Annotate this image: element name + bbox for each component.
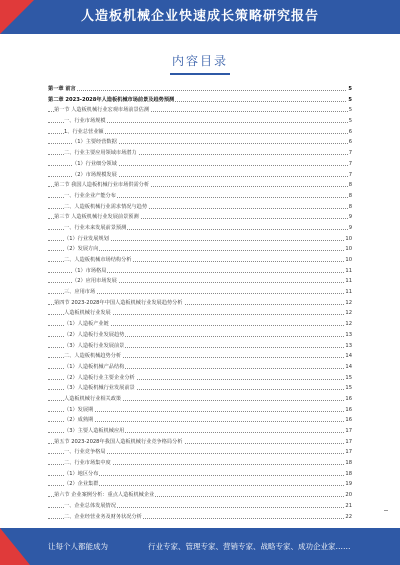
toc-entry[interactable] [48,105,352,116]
toc-entry-page: 12 [344,298,352,309]
toc-entry-page: 17 [344,447,352,458]
toc-entry-title: 一、行业未来发展前景预测 [64,224,127,231]
toc-entry-title: （2）应用市场发展 [72,278,117,285]
toc-entry[interactable] [48,116,352,127]
toc-entry-title: 第一章 前言 [48,86,76,92]
toc-entry-page: 10 [344,234,352,245]
toc-entry-page: 10 [344,255,352,266]
report-title: 人造板机械企业快速成长策略研究报告 [80,9,319,24]
toc-entry[interactable] [48,341,352,352]
toc-entry-title: （1）发展期 [64,406,94,413]
toc-entry[interactable] [48,84,352,95]
toc-entry-page: 13 [344,330,352,341]
toc-entry-title: （1）主要经营数据 [72,139,117,146]
toc-entry-title: 三、应用市场 [64,289,96,296]
toc-entry[interactable] [48,137,352,148]
toc-entry[interactable] [48,319,352,330]
toc-entry[interactable] [48,426,352,437]
toc-entry[interactable] [48,362,352,373]
toc-entry-title: （1）地区分布 [64,470,99,477]
toc-entry-title: 第四节 2023-2028年中国人造板机械行业发展趋势分析 [54,299,183,306]
toc-entry-page: 17 [344,437,352,448]
toc-entry-page: 5 [348,116,352,127]
toc-entry-page: 11 [344,266,352,277]
toc-entry-page: 9 [348,223,352,234]
toc-entry-title: （2）企业集群 [64,481,99,488]
toc-entry[interactable] [48,501,352,512]
toc-entry[interactable] [48,394,352,405]
toc-entry-page: 15 [344,383,352,394]
toc-entry[interactable] [48,148,352,159]
toc-entry[interactable] [48,512,352,523]
toc-entry-title: 第六节 企业案例分析：重点人造板机械企业 [54,492,155,499]
toc-entry-title: （3）人造板机械行业发展前景 [64,385,135,392]
footer-accent-triangle [0,528,30,565]
toc-entry-title: 二、人造板机械趋势分析 [64,353,122,360]
toc-entry-title: 一、行业企业产能分布 [64,192,116,199]
toc-entry-page: 7 [348,148,352,159]
toc-entry-page: 20 [344,490,352,501]
toc-entry-title: （3）人造板行业发展前景 [64,342,125,349]
toc-entry[interactable] [48,308,352,319]
toc-entry-page: 11 [344,276,352,287]
toc-entry-title: （2）成熟期 [64,417,94,424]
toc-entry-page: 14 [344,351,352,362]
toc-entry-page: 8 [348,202,352,213]
toc-entry[interactable] [48,373,352,384]
toc-entry[interactable] [48,287,352,298]
toc-entry[interactable] [48,170,352,181]
toc-entry[interactable] [48,330,352,341]
toc-entry-title: （1）行业发展规划 [64,235,109,242]
toc-entry-title: （1）行业细分领域 [72,160,117,167]
toc-entry-title: （2）人造板行业主要企业分析 [64,374,135,381]
toc-entry-page: 21 [344,501,352,512]
toc-entry-page: 8 [348,191,352,202]
toc-entry[interactable] [48,479,352,490]
toc-entry[interactable] [48,490,352,501]
toc-entry-page: 16 [344,405,352,416]
toc-entry[interactable] [48,202,352,213]
toc-entry-page: 5 [347,84,352,95]
toc-entry[interactable] [48,437,352,448]
toc-entry-page: 12 [344,308,352,319]
page-marker [384,510,388,511]
toc-entry[interactable] [48,447,352,458]
table-of-contents [48,84,352,522]
footer-slogan-left: 让每个人都能成为 [48,542,108,551]
toc-entry-title: 第二章 2023-2028年人造板机械市场前景及趋势预测 [48,96,175,103]
toc-entry[interactable] [48,191,352,202]
toc-entry-page: 17 [344,426,352,437]
toc-entry-page: 7 [348,159,352,170]
toc-entry[interactable] [48,180,352,191]
toc-entry-page: 22 [344,512,352,523]
toc-entry-page: 5 [347,95,352,106]
toc-entry[interactable] [48,127,352,138]
toc-entry[interactable] [48,415,352,426]
toc-entry-title: 第五节 2023-2028年我国人造板机械行业竞争格局分析 [54,438,183,445]
toc-entry-title: 1、行业总营业额 [64,128,104,135]
toc-entry[interactable] [48,95,352,106]
toc-entry-title: （2）市场规模发展 [72,171,117,178]
toc-entry-page: 10 [344,244,352,255]
toc-entry[interactable] [48,298,352,309]
toc-entry-page: 9 [348,212,352,223]
toc-entry[interactable] [48,351,352,362]
toc-entry[interactable] [48,469,352,480]
toc-entry-page: 14 [344,362,352,373]
toc-entry-page: 8 [348,180,352,191]
toc-entry[interactable] [48,255,352,266]
footer-slogan-right: 行业专家、管理专家、营销专家、战略专家、成功企业家…… [148,542,351,551]
toc-entry[interactable] [48,405,352,416]
toc-entry-title: 二、行业主要应用领域市场潜力 [64,150,137,157]
toc-entry[interactable] [48,234,352,245]
toc-entry-title: 第二节 我国人造板机械行业市场供需分析 [54,182,150,189]
toc-entry[interactable] [48,266,352,277]
toc-entry-title: （1）市场格局 [72,267,107,274]
toc-entry-title: （3）主要人造板机械应用 [64,428,125,434]
toc-entry-title: （1）人造板产业链 [64,321,109,328]
header-banner [0,0,400,34]
toc-entry-page: 16 [344,394,352,405]
toc-entry-page: 6 [348,127,352,138]
toc-entry-page: 11 [344,287,352,298]
toc-entry-page: 16 [344,415,352,426]
toc-entry-page: 18 [344,469,352,480]
toc-entry[interactable] [48,244,352,255]
toc-entry-page: 18 [344,458,352,469]
toc-entry-title: 二、人造板机械市场结构分析 [64,257,132,263]
toc-entry-title: 第三节 人造板机械行业发展前景预测 [54,214,139,221]
toc-entry-title: （2）人造板行业发展趋势 [64,331,125,338]
toc-entry[interactable] [48,159,352,170]
toc-entry-page: 19 [344,479,352,490]
toc-entry[interactable] [48,223,352,234]
toc-entry-title: 二、行业市场集中度 [64,460,111,467]
toc-entry-page: 6 [348,137,352,148]
toc-entry-page: 13 [344,341,352,352]
toc-entry[interactable] [48,212,352,223]
toc-entry-title: 人造板机械行业发展 [64,310,111,317]
toc-leader-dots [48,90,352,91]
toc-entry-title: 二、企业经营业务及财务状况分析 [64,513,142,520]
toc-entry-title: 人造板机械行业相关政策 [64,395,122,402]
toc-entry[interactable] [48,383,352,394]
toc-entry-title: 一、行业市场规模 [64,118,106,125]
toc-entry-title: 二、人造板机械行业需求情况与趋势 [64,203,148,210]
toc-heading [0,52,400,75]
toc-entry-title: 一、行业竞争格局 [64,449,106,456]
toc-entry[interactable] [48,458,352,469]
toc-entry-title: （1）人造板机械产品结构 [64,363,125,370]
toc-heading-underline [170,73,230,75]
toc-entry[interactable] [48,276,352,287]
toc-heading-text: 内容目录 [171,54,228,68]
toc-entry-title: （2）发展方向 [64,246,99,253]
toc-entry-title: 一、企业总体发展情况 [64,502,116,509]
toc-entry-page: 5 [348,105,352,116]
footer-banner [0,528,400,565]
toc-entry-title: 第一节 人造板机械行业宏观市场前景估测 [54,107,150,114]
toc-entry-page: 12 [344,319,352,330]
toc-entry-page: 7 [348,170,352,181]
toc-entry-page: 15 [344,373,352,384]
